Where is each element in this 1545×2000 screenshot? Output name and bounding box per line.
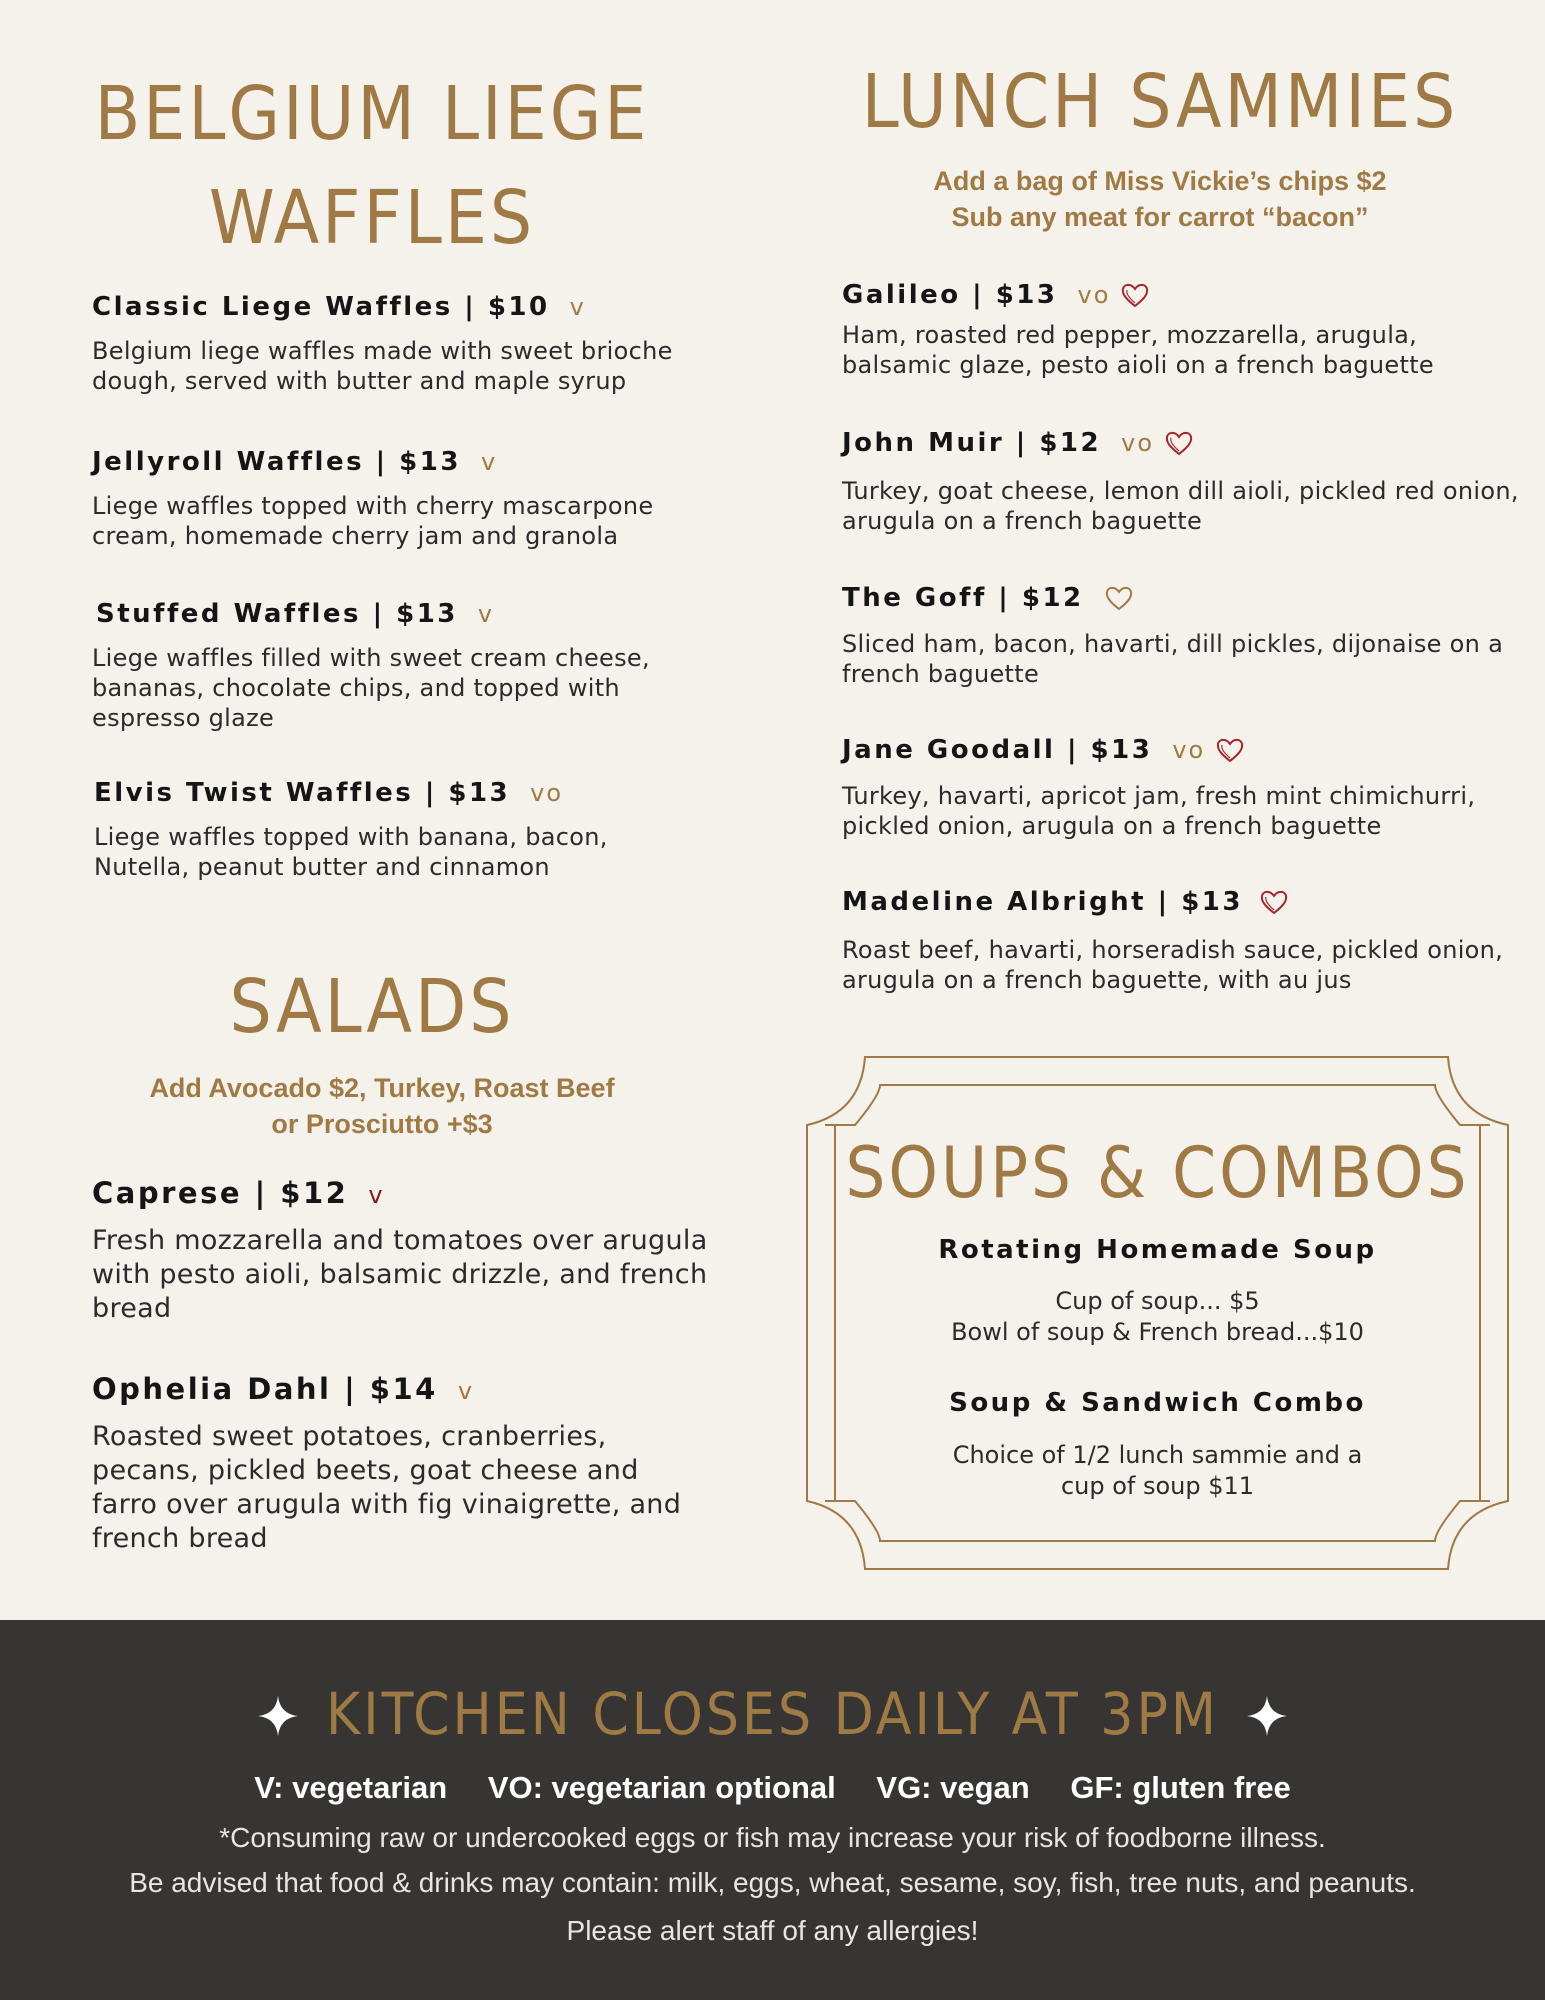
item-description: Roast beef, havarti, horseradish sauce, pickled onion, arugula on a french baguette, with au jus bbox=[842, 936, 1504, 994]
soups-heading: SOUPS & COMBOS bbox=[845, 1132, 1470, 1214]
menu-item-classic-liege-waffles bbox=[92, 292, 732, 396]
salads-heading: SALADS bbox=[229, 964, 515, 1050]
sparkle-icon bbox=[1245, 1694, 1289, 1738]
heart-icon bbox=[1164, 429, 1194, 457]
menu-item-madeline-albright bbox=[842, 887, 1522, 995]
item-description: Liege waffles topped with cherry mascarpone cream, homemade cherry jam and granola bbox=[92, 492, 654, 550]
waffles-heading bbox=[92, 62, 652, 270]
item-title: Jellyroll Waffles | $13 bbox=[92, 447, 461, 477]
salads-note bbox=[92, 1070, 672, 1142]
soups-combos-box bbox=[805, 1055, 1510, 1571]
item-title: Caprese | $12 bbox=[92, 1176, 349, 1210]
menu-item-galileo bbox=[842, 280, 1522, 380]
diet-tag: vo bbox=[530, 779, 564, 807]
combo-line1: Choice of 1/2 lunch sammie and a bbox=[952, 1441, 1363, 1469]
item-description: Turkey, havarti, apricot jam, fresh mint chimichurri, pickled onion, arugula on a french baguette bbox=[842, 782, 1476, 840]
diet-tag: v bbox=[480, 448, 498, 476]
menu-item-john-muir bbox=[842, 428, 1522, 536]
waffles-heading-line1: BELGIUM LIEGE bbox=[94, 71, 650, 157]
sparkle-icon bbox=[256, 1694, 300, 1738]
diet-tag: v bbox=[368, 1181, 385, 1209]
raw-food-warning: *Consuming raw or undercooked eggs or fish may increase your risk of foodborne illness. bbox=[219, 1822, 1326, 1853]
diet-tag: vo bbox=[1077, 281, 1111, 309]
diet-tag: vo bbox=[1121, 429, 1154, 457]
item-title: Stuffed Waffles | $13 bbox=[96, 599, 458, 629]
soup-bowl-price: Bowl of soup & French bread...$10 bbox=[951, 1318, 1364, 1346]
kitchen-hours-text: KITCHEN CLOSES DAILY AT 3PM bbox=[326, 1680, 1219, 1748]
item-description: Ham, roasted red pepper, mozzarella, arugula, balsamic glaze, pesto aioli on a french baguette bbox=[842, 321, 1434, 379]
item-description: Roasted sweet potatoes, cranberries, pecans, pickled beets, goat cheese and farro over arugula with fig vinaigrette, and french bread bbox=[92, 1421, 682, 1554]
heart-icon bbox=[1120, 281, 1150, 309]
menu-item-caprese bbox=[92, 1176, 712, 1326]
sammies-note-line2: Sub any meat for carrot “bacon” bbox=[951, 202, 1369, 232]
menu-item-jellyroll-waffles bbox=[92, 447, 732, 551]
menu-item-stuffed-waffles bbox=[92, 599, 736, 733]
sammies-heading: LUNCH SAMMIES bbox=[861, 59, 1459, 145]
salads-note-line1: Add Avocado $2, Turkey, Roast Beef bbox=[149, 1073, 615, 1103]
menu-item-the-goff bbox=[842, 583, 1522, 689]
item-title: Ophelia Dahl | $14 bbox=[92, 1372, 438, 1406]
legend-vegan: VG: vegan bbox=[876, 1770, 1030, 1805]
heart-outline-icon bbox=[1104, 584, 1134, 612]
combo-title: Soup & Sandwich Combo bbox=[949, 1388, 1366, 1418]
item-description: Fresh mozzarella and tomatoes over arugula with pesto aioli, balsamic drizzle, and french bread bbox=[92, 1225, 708, 1324]
combo-line2: cup of soup $11 bbox=[1060, 1472, 1255, 1500]
diet-tag: v bbox=[477, 600, 495, 628]
item-title: Galileo | $13 bbox=[842, 280, 1058, 310]
menu-item-jane-goodall bbox=[842, 735, 1522, 841]
kitchen-hours-heading bbox=[0, 1680, 1545, 1748]
item-title: Elvis Twist Waffles | $13 bbox=[94, 778, 511, 808]
item-title: John Muir | $12 bbox=[842, 428, 1102, 458]
menu-item-elvis-twist-waffles bbox=[94, 778, 734, 882]
diet-tag: vo bbox=[1172, 736, 1206, 764]
soup-title: Rotating Homemade Soup bbox=[938, 1235, 1377, 1265]
salads-note-line2: or Prosciutto +$3 bbox=[271, 1109, 493, 1139]
sammies-note bbox=[840, 163, 1480, 235]
item-description: Belgium liege waffles made with sweet brioche dough, served with butter and maple syrup bbox=[92, 337, 673, 395]
soup-cup-price: Cup of soup... $5 bbox=[1055, 1287, 1260, 1315]
item-title: Madeline Albright | $13 bbox=[842, 887, 1243, 917]
diet-legend bbox=[0, 1770, 1545, 1806]
heart-icon bbox=[1259, 888, 1289, 916]
sammies-note-line1: Add a bag of Miss Vickie’s chips $2 bbox=[933, 166, 1387, 196]
item-title: Classic Liege Waffles | $10 bbox=[92, 292, 550, 322]
item-description: Sliced ham, bacon, havarti, dill pickles, dijonaise on a french baguette bbox=[842, 630, 1504, 688]
allergy-alert: Please alert staff of any allergies! bbox=[566, 1915, 979, 1946]
footer-bar bbox=[0, 1620, 1545, 2000]
heart-icon bbox=[1215, 736, 1245, 764]
item-description: Liege waffles filled with sweet cream cheese, bananas, chocolate chips, and topped with espresso glaze bbox=[92, 644, 650, 732]
legend-vegetarian-optional: VO: vegetarian optional bbox=[487, 1770, 836, 1805]
legend-gluten-free: GF: gluten free bbox=[1070, 1770, 1291, 1805]
item-description: Liege waffles topped with banana, bacon, Nutella, peanut butter and cinnamon bbox=[94, 823, 608, 881]
menu-item-ophelia-dahl bbox=[92, 1372, 692, 1556]
legend-vegetarian: V: vegetarian bbox=[254, 1770, 448, 1805]
diet-tag: v bbox=[569, 293, 586, 321]
item-title: The Goff | $12 bbox=[842, 583, 1084, 613]
item-description: Turkey, goat cheese, lemon dill aioli, pickled red onion, arugula on a french baguette bbox=[842, 477, 1519, 535]
waffles-heading-line2: WAFFLES bbox=[208, 175, 536, 261]
item-title: Jane Goodall | $13 bbox=[842, 735, 1153, 765]
diet-tag: v bbox=[457, 1377, 475, 1405]
allergen-notice: Be advised that food & drinks may contain: milk, eggs, wheat, sesame, soy, fish, tree nuts, and peanuts. bbox=[129, 1867, 1416, 1898]
